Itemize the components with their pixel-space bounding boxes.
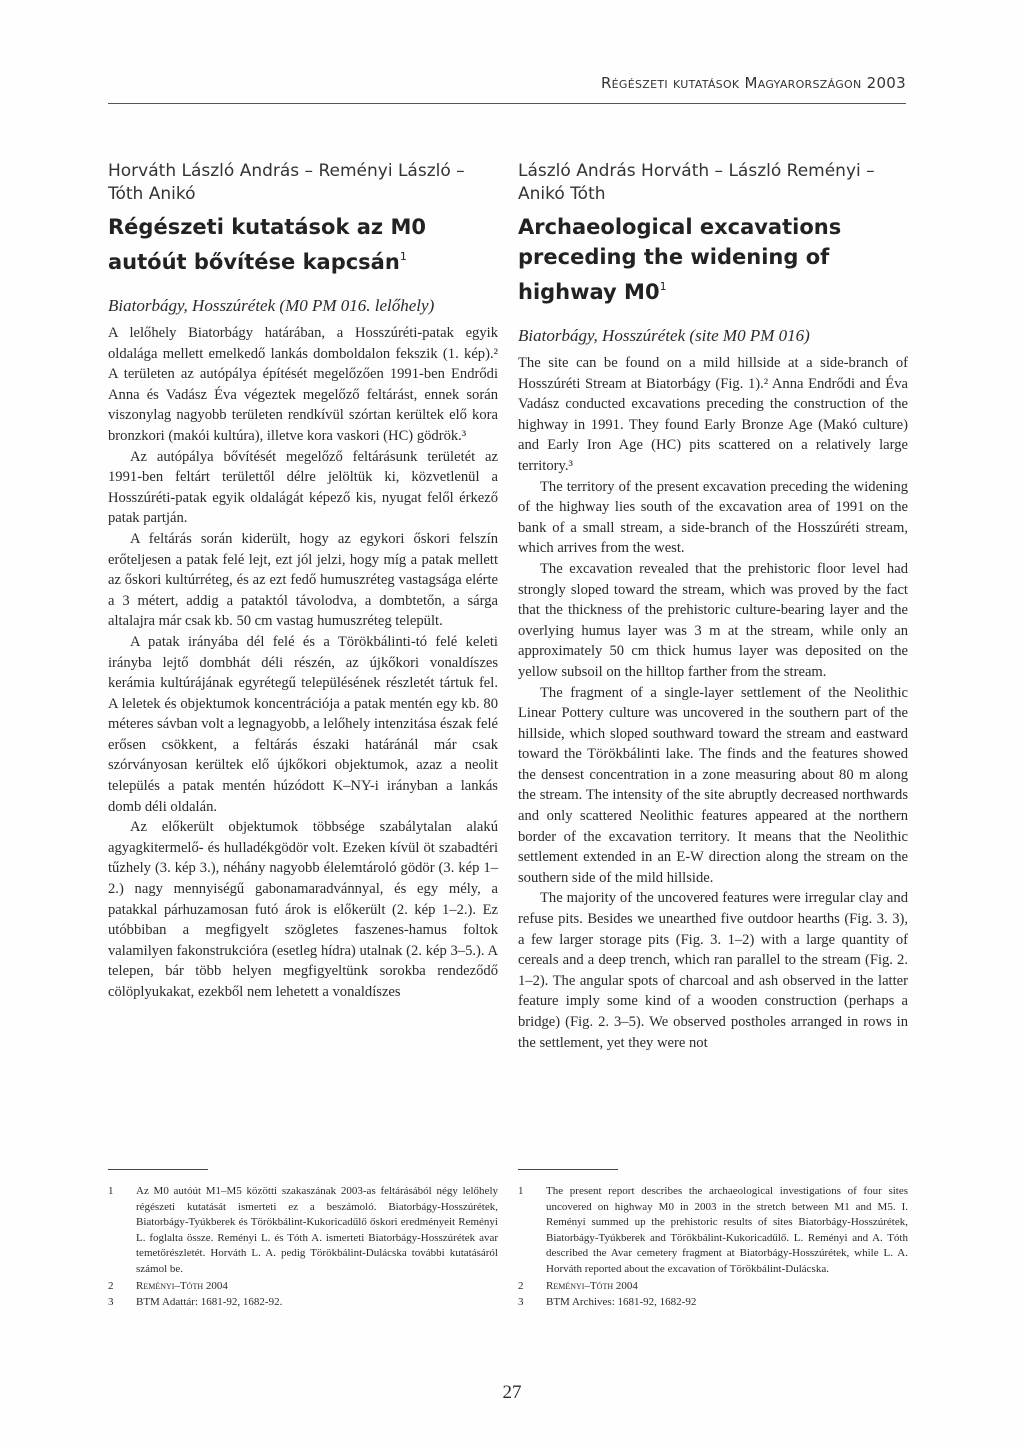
paragraph: The site can be found on a mild hillside at a side-branch of Hosszúréti Stream at Biatorbágy (Fig. 1).² Anna Endrődi and Éva Vadász conducted excavations preceding the construction of the highway in 1991. They found Early Bronze Age (Makó culture) and Early Iron Age (HC) pits scattered on a relatively large territory.³ (518, 355, 908, 474)
running-head: Régészeti kutatások Magyarországon 2003 (600, 74, 906, 92)
footnote (108, 1295, 498, 1311)
title-text-hu: Régészeti kutatások az M0 autóút bővítése kapcsán (108, 215, 426, 274)
paragraph: The majority of the uncovered features were irregular clay and refuse pits. Besides we unearthed five outdoor hearths (Fig. 3. 3), a few larger storage pits (Fig. 3. 1–2) with a large quantity of cereals and a deep trench, which ran parallel to the stream (Fig. 2. 1–2). The angular spots of charcoal and ash observed in the latter feature imply some kind of a wooden construction (perhaps a bridge) (Fig. 2. 3–5). We observed postholes arranged in rows in the settlement, yet they were not (518, 890, 908, 1051)
footnote (518, 1279, 908, 1295)
footnote-number: 1 (108, 1185, 114, 1197)
body-text-en (518, 353, 908, 1053)
footnotes-en (518, 1184, 908, 1312)
footnote-rule-hu (108, 1169, 208, 1170)
footnote-text: BTM Adattár: 1681-92, 1682-92. (136, 1296, 283, 1309)
footnote (108, 1279, 498, 1295)
title-footnote-ref-en: 1 (659, 280, 667, 293)
body-text-hu (108, 323, 498, 1003)
footnote-number: 3 (518, 1296, 524, 1309)
footnote-text: Reményi–Tóth 2004 (546, 1279, 638, 1292)
site-heading-en: Biatorbágy, Hosszúrétek (site M0 PM 016) (518, 326, 810, 345)
english-column (518, 160, 908, 1053)
paragraph: A patak irányába dél felé és a Törökbálinti-tó felé keleti irányba lejtő dombhát déli részén, az újkőkori vonaldíszes kerámia kultúrájának egyrétegű településének részletét tártuk fel. A leletek és objektumok koncentrációja a patak mentén egy kb. 80 méteres sávban volt a legnagyobb, a lelőhely intenzitása észak felé erősen csökkent, a feltárás északi határánál már csak szórványosan kerültek elő újkőkori objektumok, azaz a neolit település a patak mentén húzódott K–NY-i irányban a lankás domb déli oldalán. (108, 633, 498, 815)
paragraph: A feltárás során kiderült, hogy az egykori őskori felszín erőteljesen a patak felé lejt, ezt jól jelzi, hogy míg a patak mellett az őskori kultúrréteg, és az ezt fedő humuszréteg vastagsága elérte a 3 métert, addig a pataktól távolodva, a dombtetőn, a sárga altalajra már csak kb. 50 cm vastag humuszréteg települt. (108, 530, 498, 630)
authors-hu: Horváth László András – Reményi László – Tóth Anikó (108, 161, 465, 204)
footnote-text: Reményi–Tóth 2004 (136, 1279, 228, 1292)
paragraph: The fragment of a single-layer settlement of the Neolithic Linear Pottery culture was uncovered in the southern part of the hillside, which sloped southward toward the stream and eastward toward the Törökbálinti lake. The finds and the features showed the densest concentration in a zone measuring about 80 m along the stream. The intensity of the site abruptly decreased northwards and only scattered Neolithic features appeared at the northern border of the excavation territory. It means that the Neolithic settlement extended in an E-W direction along the stream on the southern side of the mild hillside. (518, 684, 908, 886)
footnote-rule-en (518, 1169, 618, 1170)
footnote-text: The present report describes the archaeological investigations of four sites uncovered on highway M0 in 2003 in the stretch between M1 and M5. I. Reményi summed up the prehistoric results of sites Biatorbágy-Hosszúrétek, Biatorbágy-Tyúkberek and Törökbálint-Kukoricadűlő. L. Reményi and A. Tóth described the Avar cemetery fragment at Biatorbágy-Hosszúrétek, while L. A. Horváth reported about the excavation of Törökbálint-Dulácska. (546, 1185, 908, 1275)
title-text-en: Archaeological excavations preceding the widening of highway M0 (518, 215, 842, 304)
article-title-en (518, 212, 908, 307)
footnote-number: 3 (108, 1296, 114, 1309)
authors-en: László András Horváth – László Reményi – Anikó Tóth (518, 161, 875, 204)
paragraph: The excavation revealed that the prehistoric floor level had strongly sloped toward the stream, which was proved by the fact that the thickness of the prehistoric culture-bearing layer and the overlying humus layer was 3 m at the stream, while only an approximately 50 cm thick humus layer was deposited on the yellow subsoil on the hilltop farther from the stream. (518, 560, 908, 680)
footnote-text: BTM Archives: 1681-92, 1682-92 (546, 1296, 697, 1309)
header-rule (108, 103, 906, 104)
title-footnote-ref-hu: 1 (399, 250, 407, 263)
paragraph: A lelőhely Biatorbágy határában, a Hosszúréti-patak egyik oldalága mellett emelkedő lankás domboldalon fekszik (1. kép).² A területen az autópálya építését megelőzően 1991-ben Endrődi Anna és Vadász Éva végeztek megelőző feltárást, ennek során viszonylag nagyobb területen rendkívül szórtan kerültek elő kora bronzkori (makói kultúra), illetve kora vaskori (HC) gödrök.³ (108, 325, 498, 444)
article-title-hu (108, 212, 498, 277)
paragraph: Az autópálya bővítését megelőző feltárásunk területét az 1991-ben feltárt területtől délre jelöltük ki, közvetlenül a Hosszúréti-patak egyik oldalágát képező kis, nyugat felől érkező patak partján. (108, 448, 498, 527)
footnote-number: 1 (518, 1185, 524, 1197)
hungarian-column (108, 160, 498, 1003)
footnote-number: 2 (108, 1279, 114, 1292)
footnote-text: Az M0 autóút M1–M5 közötti szakaszának 2003-as feltárásából négy lelőhely régészeti kutatását ismerteti ez a beszámoló. Biatorbágy-Hosszúrétek, Biatorbágy-Tyúkberek és Törökbálint-Kukoricadűlő őskori eredményeit Reményi L. foglalta össze. Reményi L. és Tóth A. ismerteti Biatorbágy-Hosszúrétek avar temetőrészletét. Horváth L. A. pedig Törökbálint-Dulácska további kutatásáról számol be. (136, 1185, 498, 1275)
footnote (518, 1295, 908, 1311)
paragraph: The territory of the present excavation preceding the widening of the highway lies south of the excavation area of 1991 on the bank of a small stream, a side-branch of the Hosszúréti stream, which arrives from the west. (518, 478, 908, 557)
footnotes-hu (108, 1184, 498, 1312)
page-number: 27 (502, 1382, 522, 1403)
footnote (518, 1184, 908, 1278)
footnote (108, 1184, 498, 1278)
site-heading-hu: Biatorbágy, Hosszúrétek (M0 PM 016. lelőhely) (108, 296, 435, 315)
footnote-number: 2 (518, 1279, 524, 1292)
paragraph: Az előkerült objektumok többsége szabálytalan alakú agyagkitermelő- és hulladékgödör volt. Ezeken kívül öt szabadtéri tűzhely (3. kép 3.), néhány nagyobb élelemtároló gödör (3. kép 1–2.) nagy mennyiségű gabonamaradvánnyal, és egy mély, a patakkal párhuzamosan futó árok is előkerült (2. kép 1–2.). Ez utóbbiban a megfigyelt szögletes faszenes-hamus foltok valamilyen fakonstrukcióra (esetleg hídra) utalnak (2. kép 3–5.). A telepen, bár több helyen megfigyeltünk sorokba rendeződő cölöplyukakat, ezekből nem lehetett a vonaldíszes (108, 819, 498, 1000)
